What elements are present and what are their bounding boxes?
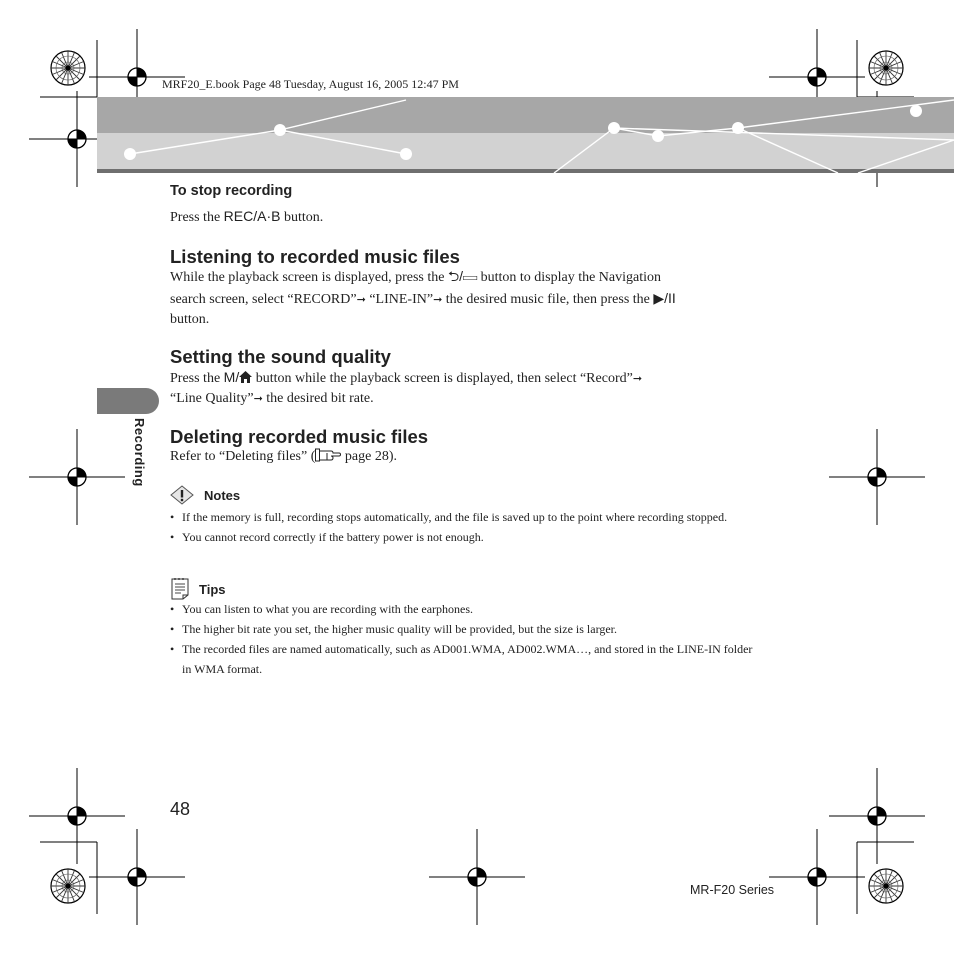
back-folder-button-icon: ⮌/▭ [447, 268, 478, 284]
arrow-icon: ➞ [433, 293, 443, 306]
warning-icon [170, 485, 194, 505]
tips-list [170, 599, 760, 679]
banner-dark-band [97, 97, 954, 133]
notes-list [170, 507, 760, 547]
stop-recording-text: Press the REC/A·B button. [170, 208, 324, 225]
listening-text: While the playback screen is displayed, press the ⮌/▭ button to display the Navigation search screen, select “RECORD”➞ “LINE-IN”➞ the desired music file, then press the ▶/II button. [170, 268, 676, 327]
list-item: • If the memory is full, recording stops automatically, and the file is saved up to the point where recording stopped. [170, 507, 760, 527]
page-number: 48 [170, 799, 191, 819]
tips-notepad-icon [170, 578, 190, 600]
list-item: • You can listen to what you are recording with the earphones. [170, 599, 760, 619]
list-item: • You cannot record correctly if the battery power is not enough. [170, 527, 760, 547]
sound-quality-text: Press the M/ button while the playback screen is displayed, then select “Record”➞ “Line Quality”➞ the desired bit rate. [170, 369, 643, 406]
chapter-tab [97, 388, 159, 414]
series-name: MR-F20 Series [690, 883, 775, 897]
tips-label: Tips [199, 582, 226, 597]
heading-sound-quality: Setting the sound quality [170, 346, 391, 367]
heading-deleting: Deleting recorded music files [170, 426, 429, 447]
play-pause-button-icon: ▶/II [653, 290, 676, 306]
notes-label: Notes [204, 488, 241, 503]
arrow-icon: ➞ [253, 392, 263, 405]
page-reference-icon [315, 448, 341, 462]
notes-header [170, 485, 240, 505]
tips-header [170, 578, 226, 600]
list-item: • The recorded files are named automatically, such as AD001.WMA, AD002.WMA…, and stored in the LINE-IN folder in WMA format. [170, 639, 760, 679]
heading-stop-recording: To stop recording [170, 183, 293, 199]
menu-home-button-icon: M/ [224, 369, 253, 385]
header-banner [97, 97, 954, 173]
heading-listening: Listening to recorded music files [170, 246, 460, 267]
chapter-label: Recording [132, 418, 147, 487]
arrow-icon: ➞ [632, 372, 643, 385]
file-slug: MRF20_E.book Page 48 Tuesday, August 16, 2005 12:47 PM [162, 77, 459, 91]
rec-ab-button-icon: REC/A·B [223, 208, 281, 224]
arrow-icon: ➞ [356, 293, 366, 306]
deleting-text: Refer to “Deleting files” ( page 28). [170, 449, 397, 464]
list-item: • The higher bit rate you set, the higher music quality will be provided, but the size is larger. [170, 619, 760, 639]
